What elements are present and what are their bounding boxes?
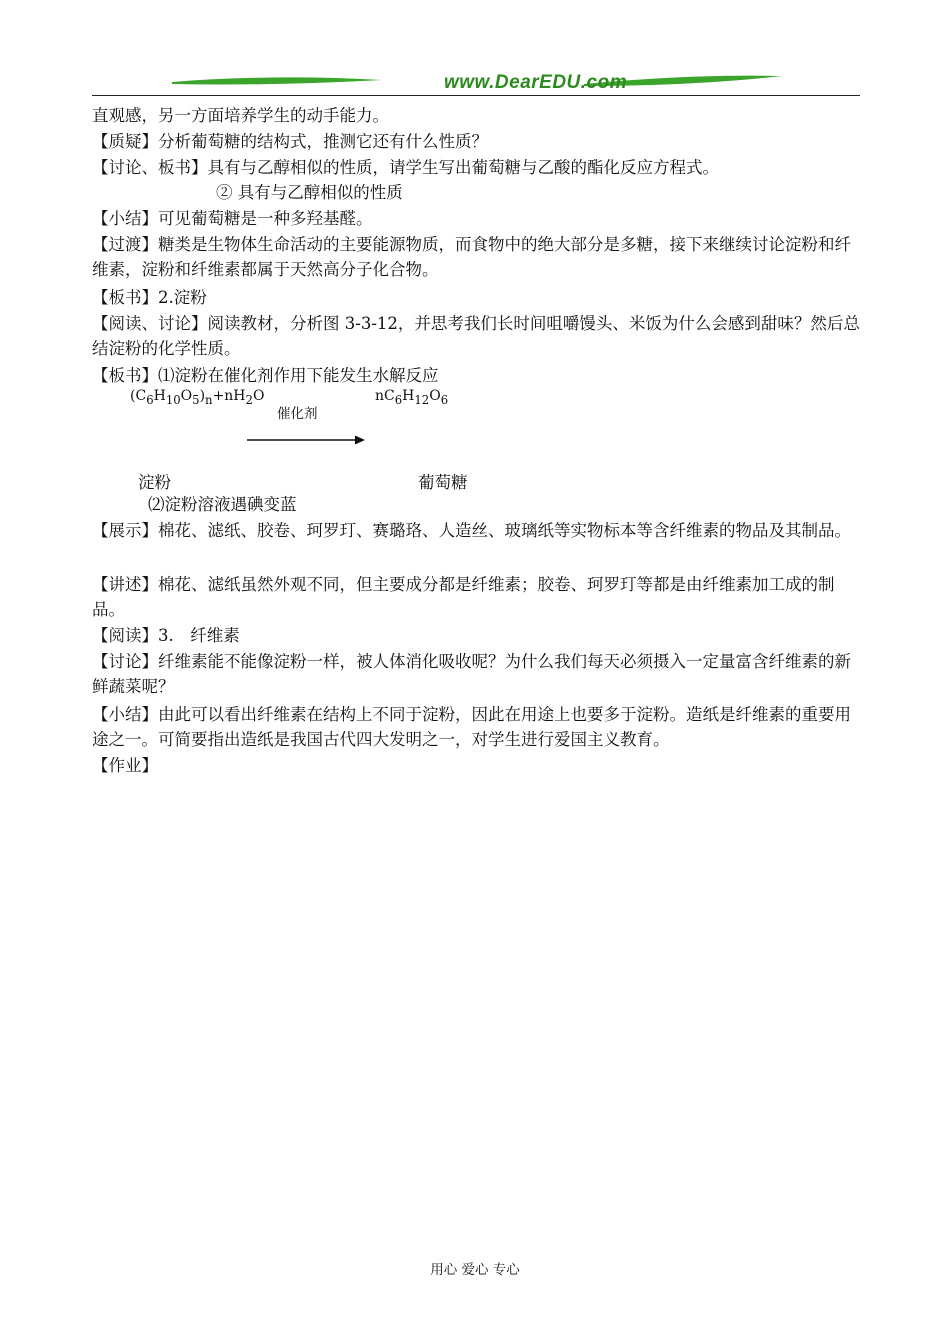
text-line: ⑵淀粉溶液遇碘变蓝 xyxy=(148,495,297,514)
product-formula: $nC_6H_{12}O_6$ xyxy=(375,388,449,407)
product-name: 葡萄糖 xyxy=(418,473,468,492)
text-line: 直观感，另一方面培养学生的动手能力。 xyxy=(92,106,389,125)
text-line: 【板书】2.淀粉 xyxy=(92,288,207,307)
site-logo-text: www.DearEDU.com xyxy=(444,72,628,93)
reactant-formula: $(C_6H_{10}O_5)_n+nH_2O$ xyxy=(130,388,265,407)
text-paragraph: 【小结】由此可以看出纤维素在结构上不同于淀粉，因此在用途上也要多于淀粉。造纸是纤维素的重要用途之一。可简要指出造纸是我国古代四大发明之一，对学生进行爱国主义教育。 xyxy=(92,705,851,749)
text-paragraph: 【讨论】纤维素能不能像淀粉一样，被人体消化吸收呢？为什么我们每天必须摄入一定量富含纤维素的新鲜蔬菜呢？ xyxy=(92,652,851,696)
reaction-arrow xyxy=(245,433,375,447)
text-paragraph: 【过渡】糖类是生物体生命活动的主要能源物质，而食物中的绝大部分是多糖，接下来继续讨论淀粉和纤维素，淀粉和纤维素都属于天然高分子化合物。 xyxy=(92,235,851,279)
page-header xyxy=(92,62,860,98)
text-line: 【质疑】分析葡萄糖的结构式，推测它还有什么性质？ xyxy=(92,132,488,151)
text-paragraph: 【讲述】棉花、滤纸虽然外观不同，但主要成分都是纤维素；胶卷、珂罗玎等都是由纤维素加工成的制品。 xyxy=(92,575,835,619)
reactant-name: 淀粉 xyxy=(138,473,171,492)
text-line: 【作业】 xyxy=(92,756,158,775)
text-line: 【阅读】3. 纤维素 xyxy=(92,626,240,645)
text-line: 【小结】可见葡萄糖是一种多羟基醛。 xyxy=(92,209,373,228)
page-footer: 用心 爱心 专心 xyxy=(430,1262,520,1278)
catalyst-label: 催化剂 xyxy=(277,406,318,422)
header-rule xyxy=(92,95,860,96)
text-line: 【板书】⑴淀粉在催化剂作用下能发生水解反应 xyxy=(92,366,439,385)
text-line: 【讨论、板书】具有与乙醇相似的性质，请学生写出葡萄糖与乙酸的酯化反应方程式。 xyxy=(92,158,719,177)
text-paragraph: 【展示】棉花、滤纸、胶卷、珂罗玎、赛璐珞、人造丝、玻璃纸等实物标本等含纤维素的物品及其制品。 xyxy=(92,521,851,540)
text-line: ② 具有与乙醇相似的性质 xyxy=(216,183,403,202)
text-paragraph: 【阅读、讨论】阅读教材，分析图 3-3-12，并思考我们长时间咀嚼馒头、米饭为什么会感到甜味？然后总结淀粉的化学性质。 xyxy=(92,314,860,358)
